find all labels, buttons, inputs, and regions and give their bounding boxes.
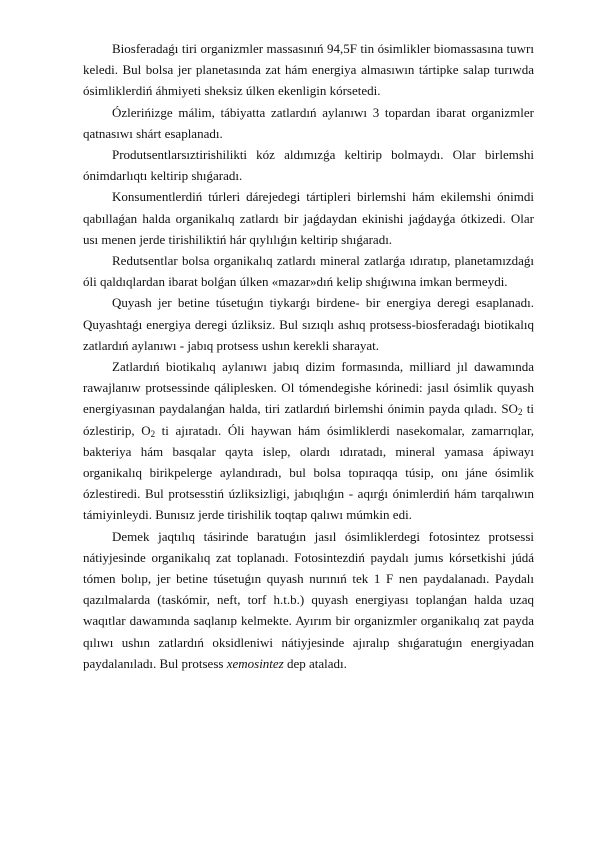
text-run: Ózlerińizge málim, tábiyatta zatlardıń aylanıwı 3 topardan ibarat organizmler qatnasıwı shárt esaplanadı.	[83, 104, 534, 141]
paragraph	[83, 144, 534, 186]
text-run: Demek jaqtılıq tásirinde baratuǵın jasıl ósimliklerdegi fotosintez protsessi nátiyjesinde organikalıq zat toplanadı. Fotosintezdiń paydalı jumıs kórsetkishi júdá tómen bolıp, jer betine túsetuǵın quyash nurınıń tek 1 F nen paydalanadı. Paydalı qazılmalarda (taskómir, neft, torf h.t.b.) quyash energiyası toplanǵan halda uzaq waqıtlar dawamında saqlanıp kelmekte. Ayırım bir organizmler organikalıq zat payda qılıwı ushın zatlardıń oksidleniwi nátiyjesinde ajıralıp shıǵaratuǵın energiyadan paydalanıladı. Bul protsess	[83, 528, 534, 671]
text-run: ti ózlestirip, O	[83, 401, 534, 438]
text-run: Konsumentlerdiń túrleri dárejedegi tártipleri birlemshi hám ekilemshi ónimdi qabıllaǵan halda organikalıq zatlardı bir jaǵdaydan ekinishi jaǵdayǵa ótkizedi. Olar usı menen jerde tirishiliktiń hár qıylılıǵın keltirip shıǵaradı.	[83, 189, 534, 247]
paragraph	[83, 102, 534, 144]
paragraph	[83, 356, 534, 526]
paragraph	[83, 250, 534, 292]
subscript: 2	[517, 407, 523, 418]
text-run: ti ajıratadı. Óli haywan hám ósimliklerdi nasekomalar, zamarrıqlar, bakteriya hám basqalar qayta islep, olardı ıdıratadı, mineral yamasa ápiwayı organikalıq birikpelerge aylandıradı, bul bolsa topıraqqa túsip, onı jáne ósimlik ózlestiredi. Bul protsesstiń úzliksizligi, jabıqlıǵın - aqırǵı ónimlerdiń hám tarqalıwın támiyinleydi. Bunısız jerde tirishilik toqtap qalıwı múmkin edi.	[83, 422, 535, 523]
paragraph	[83, 186, 534, 250]
text-run: Quyash jer betine túsetuǵın tiykarǵı birdene- bir energiya deregi esaplanadı. Quyashtaǵı energiya deregi úzliksiz. Bul sızıqlı ashıq protsess-biosferadaǵı biotikalıq zatlardıń aylanıwı - jabıq protsess ushın kerekli sharayat.	[83, 295, 534, 353]
subscript: 2	[150, 428, 156, 439]
text-run: Biosferadaǵı tiri organizmler massasınıń 94,5F tin ósimlikler biomassasına tuwrı keledi. Bul bolsa jer planetasında zat hám energiya almasıwın tártipke salap turıwda ósimliklerdiń áhmiyeti sheksiz úlken ekenligin kórsetedi.	[83, 41, 534, 99]
text-run: Zatlardıń biotikalıq aylanıwı jabıq dizim formasında, milliard jıl dawamında rawajlanıw protsessinde qáliplesken. Ol tómendegishe kórinedi: jasıl ósimlik quyash energiyasınan paydalanǵan halda, tiri zatlardıń birlemshi ónimin payda qıladı. SO	[83, 359, 534, 417]
text-run: dep ataladı.	[283, 655, 347, 671]
paragraph	[83, 292, 534, 356]
text-run: Produtsentlarsıztirishilikti kóz aldımızǵa keltirip bolmaydı. Olar birlemshi ónimdarlıqtı keltirip shıǵaradı.	[83, 147, 534, 184]
emphasized-term: xemosintez	[226, 655, 284, 671]
paragraph	[83, 526, 534, 674]
paragraph	[83, 38, 534, 102]
document-body	[83, 38, 534, 674]
text-run: Redutsentlar bolsa organikalıq zatlardı mineral zatlarǵa ıdıratıp, planetamızdaǵı óli qaldıqlardan ibarat bolǵan úlken «mazar»dıń kelip shıǵıwına imkan bermeydi.	[83, 253, 534, 290]
